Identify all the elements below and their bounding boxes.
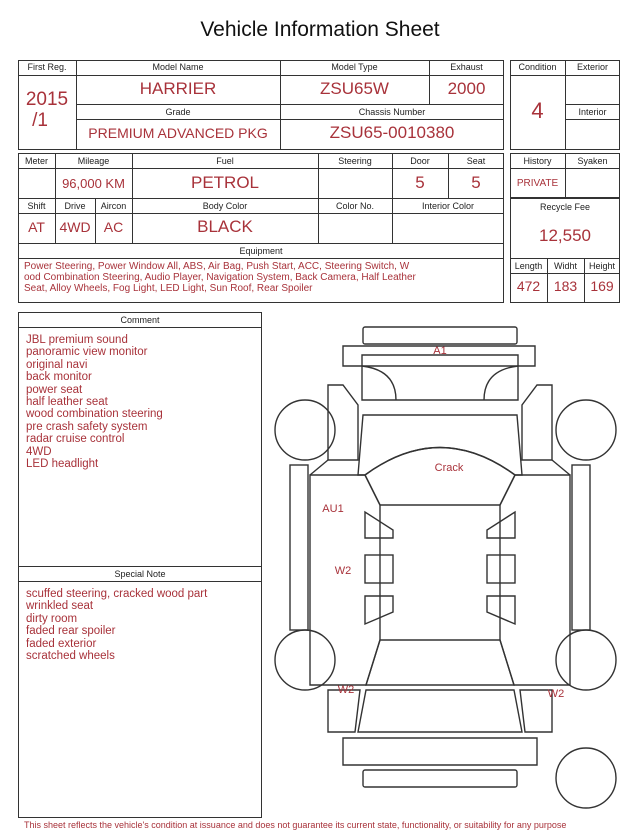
chassis-value: ZSU65-0010380 <box>329 123 455 142</box>
comment-item: 4WD <box>26 445 52 458</box>
fuel-value: PETROL <box>190 173 260 192</box>
comment-item: power seat <box>26 383 83 396</box>
wheel-rear-right <box>556 630 616 690</box>
rear-bumper-lower <box>363 770 517 787</box>
window-right-mid <box>487 555 515 583</box>
chassis-label: Chassis Number <box>358 107 426 117</box>
disclaimer-footer: This sheet reflects the vehicle's condition at issuance and does not guarantee its current state, functionality, or suitability for any purpose <box>24 820 567 830</box>
first-reg-year: 2015 <box>25 89 69 110</box>
fuel-label: Fuel <box>216 156 234 166</box>
rear-bumper <box>343 738 537 765</box>
interior-color-label: Interior Color <box>421 201 475 211</box>
comment-item: JBL premium sound <box>26 334 128 346</box>
first-reg-label: First Reg. <box>27 62 67 72</box>
interior-label: Interior <box>578 107 607 117</box>
height-value: 169 <box>590 278 614 294</box>
headlight-right <box>484 366 518 400</box>
equipment-line: Seat, Alloy Wheels, Fog Light, LED Light, Sun Roof, Rear Spoiler <box>24 283 313 294</box>
comment-item: half leather seat <box>26 396 108 409</box>
hood <box>362 366 518 400</box>
special-note-item: scuffed steering, cracked wood part <box>26 588 208 600</box>
model-name-value: HARRIER <box>139 79 217 98</box>
shift-label: Shift <box>27 201 46 211</box>
windshield <box>365 448 515 506</box>
damage-mark-bumper: A1 <box>433 345 447 357</box>
body-right <box>500 475 570 685</box>
wheel-front-left <box>275 400 335 460</box>
door-value: 5 <box>415 173 425 192</box>
model-type-value: ZSU65W <box>320 79 389 98</box>
height-label: Height <box>588 261 615 271</box>
front-fender-left <box>328 385 358 460</box>
drive-value: 4WD <box>59 219 91 235</box>
seat-label: Seat <box>466 156 486 166</box>
exhaust-label: Exhaust <box>450 62 483 72</box>
special-note-item: faded rear spoiler <box>26 625 116 638</box>
comment-label: Comment <box>120 315 160 325</box>
mileage-value: 96,000 KM <box>62 176 125 191</box>
mirror-right <box>552 460 570 475</box>
special-note-item: wrinkled seat <box>26 600 94 613</box>
window-right-rear <box>487 596 515 624</box>
recycle-value: 12,550 <box>539 226 591 245</box>
special-note-item: dirty room <box>26 612 78 625</box>
condition-value: 4 <box>531 98 544 123</box>
grade-label: Grade <box>165 107 191 117</box>
exhaust-value: 2000 <box>447 79 486 98</box>
model-name-label: Model Name <box>152 62 204 72</box>
comment-item: LED headlight <box>26 458 99 471</box>
color-no-label: Color No. <box>335 201 374 211</box>
condition-label: Condition <box>518 62 557 72</box>
aircon-value: AC <box>103 219 124 235</box>
recycle-label: Recycle Fee <box>539 202 591 212</box>
history-label: History <box>523 156 552 166</box>
headlight-left <box>362 366 396 400</box>
length-value: 472 <box>516 278 541 294</box>
special-note-item: scratched wheels <box>26 650 115 663</box>
spare-wheel <box>556 748 616 808</box>
window-left-front <box>365 512 393 538</box>
comment-item: pre crash safety system <box>26 420 148 433</box>
seat-value: 5 <box>471 173 481 192</box>
model-type-label: Model Type <box>331 62 378 72</box>
special-note-list <box>26 588 207 662</box>
comment-item: original navi <box>26 358 88 371</box>
window-right-front <box>487 512 515 538</box>
first-reg-month: /1 <box>32 110 48 131</box>
rear-hatch <box>358 690 522 732</box>
meter-label: Meter <box>24 156 48 166</box>
steering-label: Steering <box>338 156 372 166</box>
equipment-line: ood Combination Steering, Audio Player, Navigation System, Back Camera, Half Leather <box>24 272 416 283</box>
damage-mark-windshield: Crack <box>434 462 464 474</box>
sill-left <box>290 465 308 630</box>
special-note-item: faded exterior <box>26 637 97 650</box>
history-value: PRIVATE <box>516 178 559 189</box>
body-color-value: BLACK <box>197 217 253 236</box>
comment-list <box>26 334 163 470</box>
special-note-label: Special Note <box>114 569 166 579</box>
length-label: Length <box>514 261 543 271</box>
width-label: Widht <box>553 261 577 271</box>
sill-right <box>572 465 590 630</box>
damage-mark-rear-right: W2 <box>547 688 565 700</box>
comment-item: back monitor <box>26 371 92 384</box>
comment-item: radar cruise control <box>26 433 125 446</box>
rear-fender-left <box>328 690 360 732</box>
damage-mark-left-door: AU1 <box>322 503 344 515</box>
exterior-label: Exterior <box>576 62 608 72</box>
syaken-label: Syaken <box>577 156 608 166</box>
mirror-left <box>310 460 328 475</box>
equipment-line: Power Steering, Power Window All, ABS, Air Bag, Push Start, ACC, Steering Switch, W <box>24 261 410 272</box>
front-bumper <box>363 327 517 344</box>
comment-item: wood combination steering <box>26 408 163 421</box>
window-left-rear <box>365 596 393 624</box>
mileage-label: Mileage <box>77 156 110 166</box>
grade-value: PREMIUM ADVANCED PKG <box>88 125 268 141</box>
body-color-label: Body Color <box>202 201 248 211</box>
comment-item: panoramic view monitor <box>26 346 148 359</box>
rear-window <box>366 640 514 685</box>
car-damage-diagram <box>268 320 624 815</box>
damage-mark-left-side: W2 <box>334 565 352 577</box>
shift-value: AT <box>28 219 45 235</box>
door-label: Door <box>410 156 430 166</box>
drive-label: Drive <box>64 201 86 211</box>
front-fender-right <box>522 385 552 460</box>
window-left-mid <box>365 555 393 583</box>
wheel-front-right <box>556 400 616 460</box>
damage-mark-rear-left: W2 <box>337 684 355 696</box>
width-value: 183 <box>553 278 578 294</box>
body-left <box>310 475 380 685</box>
sheet-title: Vehicle Information Sheet <box>200 18 440 41</box>
equipment-label: Equipment <box>239 246 283 256</box>
aircon-label: Aircon <box>100 201 127 211</box>
wheel-rear-left <box>275 630 335 690</box>
